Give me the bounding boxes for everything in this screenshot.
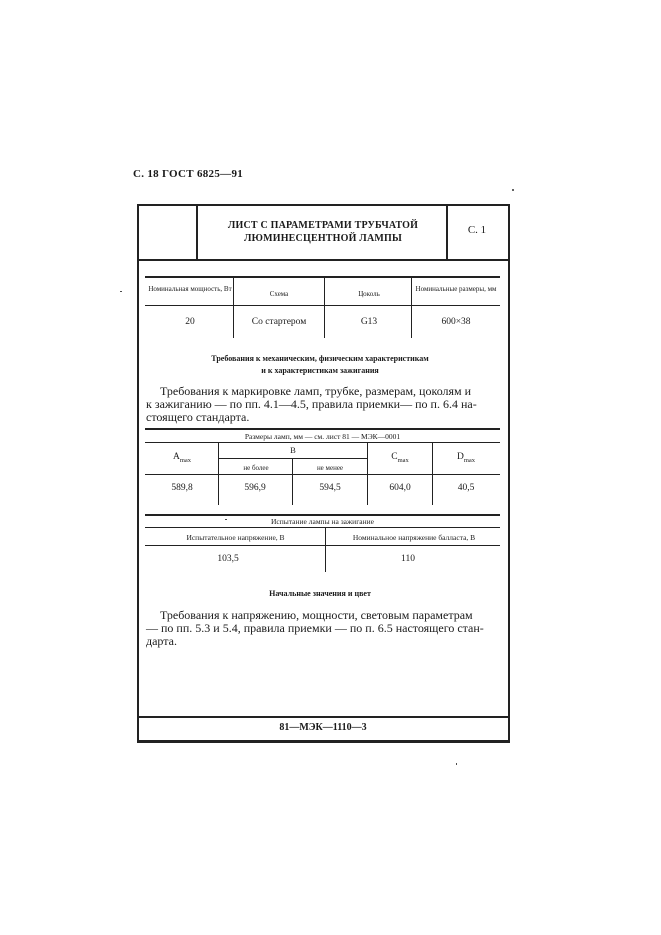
dims-d-label: D	[456, 452, 464, 462]
dims-top-rule	[145, 428, 500, 430]
params-header-rule	[145, 305, 500, 306]
cell-dimensions: 600×38	[441, 317, 471, 327]
dims-d-header	[434, 452, 498, 464]
dims-b-rule	[219, 458, 367, 459]
requirements-title-line2: и к характеристикам зажигания	[261, 366, 379, 375]
ignition-caption: Испытание лампы на зажигание	[271, 517, 374, 526]
dims-header-rule	[145, 474, 500, 475]
dims-c-sub: max	[397, 456, 409, 464]
initial-line3: дарта.	[146, 634, 177, 648]
sheet-number: 81—МЭК—1110—3	[279, 722, 367, 733]
ign-header-rule	[145, 545, 500, 546]
dims-caption: Размеры ламп, мм — см. лист 81 — МЭК—0001	[244, 432, 401, 441]
ignition-col1-header: Испытательное напряжение, В	[186, 533, 285, 542]
dims-d-sub: max	[463, 456, 476, 464]
sheet-title-line1: ЛИСТ С ПАРАМЕТРАМИ ТРУБЧАТОЙ	[227, 220, 419, 231]
dims-caption-rule	[145, 442, 500, 443]
dims-b-not-more: не более	[243, 464, 269, 472]
ignition-col2-header: Номинальное напряжение балласта, В	[352, 533, 476, 542]
dims-b-not-less: не менее	[316, 464, 344, 472]
ign-top-rule	[145, 514, 500, 516]
dims-col-rule	[218, 443, 219, 505]
cell-base: G13	[360, 317, 378, 327]
dims-c-value: 604,0	[389, 483, 411, 493]
params-top-rule	[145, 276, 500, 278]
dims-col-rule	[367, 443, 368, 505]
requirements-line1: Требования к маркировке ламп, трубке, размерам, цоколям и	[160, 384, 472, 398]
ign-caption-rule	[145, 527, 500, 528]
requirements-line3: стоящего стандарта.	[146, 410, 250, 424]
requirements-paragraph	[146, 385, 504, 424]
header-dimensions: Номинальные размеры, мм	[415, 285, 497, 293]
params-col-rule	[324, 278, 325, 338]
dims-a-value: 589,8	[171, 483, 193, 493]
initial-title: Начальные значения и цвет	[269, 589, 371, 598]
initial-line2: — по пп. 5.3 и 5.4, правила приемки — по п. 6.5 настоящего стан-	[146, 621, 484, 635]
params-col-rule	[233, 278, 234, 338]
title-divider-left	[196, 204, 198, 260]
page-header: С. 18 ГОСТ 6825—91	[133, 168, 244, 180]
dims-c-header	[369, 452, 431, 464]
requirements-line2: к зажиганию — по пп. 4.1—4.5, правила приемки— по п. 6.4 на-	[146, 397, 477, 411]
ignition-col1-value: 103,5	[217, 554, 239, 564]
requirements-title-line1: Требования к механическим, физическим характеристикам	[211, 354, 429, 363]
header-scheme: Схема	[269, 290, 289, 298]
dims-a-sub: max	[179, 456, 192, 464]
dims-b-min-value: 594,5	[319, 483, 341, 493]
sheet-title	[200, 219, 446, 245]
cell-scheme: Со стартером	[251, 317, 307, 327]
initial-line1: Требования к напряжению, мощности, световым параметрам	[160, 608, 473, 622]
initial-paragraph	[146, 609, 504, 648]
cell-power: 20	[185, 317, 195, 327]
scan-speck	[120, 291, 122, 292]
dims-a-label: A	[172, 452, 180, 462]
ignition-col2-value: 110	[401, 554, 415, 564]
scan-speck	[512, 189, 514, 191]
sheet-code: С. 1	[467, 224, 487, 236]
dims-col-rule	[432, 443, 433, 505]
scan-speck	[225, 519, 227, 520]
requirements-title	[160, 353, 480, 377]
dims-c-label: C	[391, 452, 398, 462]
dims-b-max-value: 596,9	[244, 483, 266, 493]
header-power: Номинальная мощность, Вт	[148, 285, 232, 293]
header-base: Цоколь	[358, 290, 380, 298]
dims-d-value: 40,5	[457, 483, 475, 493]
params-col-rule	[411, 278, 412, 338]
dims-col-rule	[292, 459, 293, 505]
dims-b-header: B	[290, 445, 296, 455]
scan-speck	[456, 763, 457, 765]
dims-a-header	[148, 452, 216, 464]
ign-col-rule	[325, 528, 326, 572]
footer-rule	[137, 716, 508, 718]
sheet-title-line2: ЛЮМИНЕСЦЕНТНОЙ ЛАМПЫ	[243, 233, 403, 244]
